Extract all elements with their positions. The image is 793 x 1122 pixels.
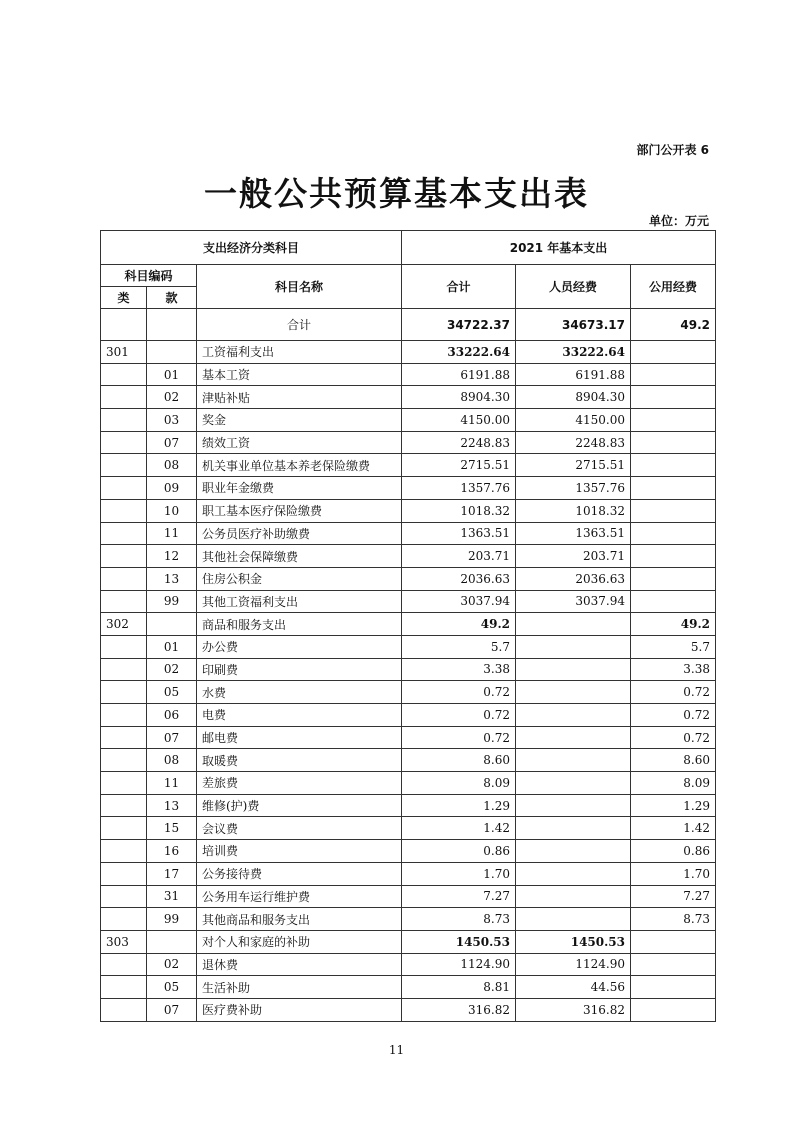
name-cell: 公务员医疗补助缴费 bbox=[197, 522, 402, 545]
table-row bbox=[101, 817, 716, 840]
personnel-cell: 2036.63 bbox=[516, 567, 631, 590]
personnel-cell bbox=[516, 635, 631, 658]
kuan-cell: 02 bbox=[147, 658, 197, 681]
kuan-cell: 13 bbox=[147, 567, 197, 590]
total-cell: 5.7 bbox=[402, 635, 516, 658]
total-cell: 316.82 bbox=[402, 998, 516, 1021]
header-row-1 bbox=[101, 231, 716, 265]
public-cell: 49.2 bbox=[631, 613, 716, 636]
lei-cell bbox=[101, 499, 147, 522]
name-cell: 电费 bbox=[197, 704, 402, 727]
total-cell: 0.72 bbox=[402, 704, 516, 727]
table-row bbox=[101, 567, 716, 590]
name-cell: 商品和服务支出 bbox=[197, 613, 402, 636]
name-cell: 水费 bbox=[197, 681, 402, 704]
kuan-cell: 01 bbox=[147, 635, 197, 658]
personnel-cell: 3037.94 bbox=[516, 590, 631, 613]
personnel-cell bbox=[516, 794, 631, 817]
kuan-cell: 99 bbox=[147, 590, 197, 613]
name-cell: 机关事业单位基本养老保险缴费 bbox=[197, 454, 402, 477]
total-cell: 33222.64 bbox=[402, 341, 516, 364]
public-cell: 0.86 bbox=[631, 840, 716, 863]
total-cell: 1.29 bbox=[402, 794, 516, 817]
public-cell bbox=[631, 567, 716, 590]
total-cell: 8.09 bbox=[402, 772, 516, 795]
personnel-cell bbox=[516, 862, 631, 885]
name-cell: 公务接待费 bbox=[197, 862, 402, 885]
total-cell: 6191.88 bbox=[402, 363, 516, 386]
total-cell: 8.73 bbox=[402, 908, 516, 931]
kuan-cell: 12 bbox=[147, 545, 197, 568]
kuan-cell: 06 bbox=[147, 704, 197, 727]
total-cell: 0.86 bbox=[402, 840, 516, 863]
personnel-cell: 8904.30 bbox=[516, 386, 631, 409]
lei-cell bbox=[101, 545, 147, 568]
lei-cell bbox=[101, 862, 147, 885]
personnel-cell: 203.71 bbox=[516, 545, 631, 568]
total-cell: 1.42 bbox=[402, 817, 516, 840]
header-public: 公用经费 bbox=[631, 265, 716, 309]
public-cell bbox=[631, 953, 716, 976]
total-cell: 1363.51 bbox=[402, 522, 516, 545]
kuan-cell: 08 bbox=[147, 454, 197, 477]
lei-cell: 301 bbox=[101, 341, 147, 364]
table-row bbox=[101, 454, 716, 477]
lei-cell bbox=[101, 477, 147, 500]
header-personnel: 人员经费 bbox=[516, 265, 631, 309]
name-cell: 职工基本医疗保险缴费 bbox=[197, 499, 402, 522]
kuan-cell: 07 bbox=[147, 998, 197, 1021]
kuan-cell: 17 bbox=[147, 862, 197, 885]
personnel-cell bbox=[516, 885, 631, 908]
personnel-cell bbox=[516, 658, 631, 681]
header-total: 合计 bbox=[402, 265, 516, 309]
total-cell: 203.71 bbox=[402, 545, 516, 568]
table-number-label: 部门公开表 6 bbox=[636, 143, 709, 157]
table-row bbox=[101, 749, 716, 772]
header-year-basic: 2021 年基本支出 bbox=[402, 231, 716, 265]
table-row bbox=[101, 908, 716, 931]
total-cell: 7.27 bbox=[402, 885, 516, 908]
public-cell bbox=[631, 976, 716, 999]
kuan-cell: 10 bbox=[147, 499, 197, 522]
public-cell bbox=[631, 454, 716, 477]
lei-cell bbox=[101, 658, 147, 681]
lei-cell bbox=[101, 908, 147, 931]
public-cell bbox=[631, 590, 716, 613]
name-cell: 其他社会保障缴费 bbox=[197, 545, 402, 568]
lei-cell bbox=[101, 386, 147, 409]
kuan-cell: 99 bbox=[147, 908, 197, 931]
name-cell: 住房公积金 bbox=[197, 567, 402, 590]
personnel-cell: 1357.76 bbox=[516, 477, 631, 500]
table-row bbox=[101, 590, 716, 613]
table-row bbox=[101, 726, 716, 749]
total-cell: 0.72 bbox=[402, 681, 516, 704]
total-label: 合计 bbox=[197, 309, 402, 341]
total-kuan-cell bbox=[147, 309, 197, 341]
public-cell bbox=[631, 386, 716, 409]
lei-cell: 303 bbox=[101, 930, 147, 953]
kuan-cell: 01 bbox=[147, 363, 197, 386]
kuan-cell: 16 bbox=[147, 840, 197, 863]
public-cell: 0.72 bbox=[631, 704, 716, 727]
name-cell: 津贴补贴 bbox=[197, 386, 402, 409]
total-cell: 1.70 bbox=[402, 862, 516, 885]
personnel-cell bbox=[516, 749, 631, 772]
public-cell: 1.70 bbox=[631, 862, 716, 885]
unit-label: 单位：万元 bbox=[648, 214, 709, 228]
kuan-cell: 09 bbox=[147, 477, 197, 500]
public-cell: 1.29 bbox=[631, 794, 716, 817]
name-cell: 培训费 bbox=[197, 840, 402, 863]
table-row bbox=[101, 658, 716, 681]
total-lei-cell bbox=[101, 309, 147, 341]
budget-table bbox=[100, 230, 716, 1022]
table-row bbox=[101, 522, 716, 545]
kuan-cell: 05 bbox=[147, 976, 197, 999]
total-cell: 2715.51 bbox=[402, 454, 516, 477]
table-row bbox=[101, 840, 716, 863]
public-cell: 0.72 bbox=[631, 726, 716, 749]
total-cell: 1450.53 bbox=[402, 930, 516, 953]
document-title: 一般公共预算基本支出表 bbox=[204, 174, 589, 213]
public-cell bbox=[631, 998, 716, 1021]
total-cell: 3.38 bbox=[402, 658, 516, 681]
lei-cell bbox=[101, 794, 147, 817]
total-personnel: 34673.17 bbox=[516, 309, 631, 341]
total-cell: 4150.00 bbox=[402, 409, 516, 432]
total-cell: 8.81 bbox=[402, 976, 516, 999]
name-cell: 对个人和家庭的补助 bbox=[197, 930, 402, 953]
name-cell: 取暖费 bbox=[197, 749, 402, 772]
public-cell bbox=[631, 341, 716, 364]
total-cell: 2036.63 bbox=[402, 567, 516, 590]
personnel-cell bbox=[516, 840, 631, 863]
table-row bbox=[101, 545, 716, 568]
header-row-2 bbox=[101, 265, 716, 287]
table-row bbox=[101, 499, 716, 522]
personnel-cell: 4150.00 bbox=[516, 409, 631, 432]
table-row bbox=[101, 431, 716, 454]
name-cell: 工资福利支出 bbox=[197, 341, 402, 364]
table-row bbox=[101, 953, 716, 976]
table-row bbox=[101, 681, 716, 704]
table-row bbox=[101, 341, 716, 364]
personnel-cell: 1018.32 bbox=[516, 499, 631, 522]
kuan-cell: 11 bbox=[147, 522, 197, 545]
personnel-cell bbox=[516, 908, 631, 931]
personnel-cell: 1363.51 bbox=[516, 522, 631, 545]
lei-cell bbox=[101, 431, 147, 454]
header-econ-class: 支出经济分类科目 bbox=[101, 231, 402, 265]
name-cell: 其他商品和服务支出 bbox=[197, 908, 402, 931]
total-cell: 2248.83 bbox=[402, 431, 516, 454]
table-row bbox=[101, 386, 716, 409]
name-cell: 退休费 bbox=[197, 953, 402, 976]
name-cell: 邮电费 bbox=[197, 726, 402, 749]
table-row bbox=[101, 635, 716, 658]
name-cell: 基本工资 bbox=[197, 363, 402, 386]
total-cell: 8904.30 bbox=[402, 386, 516, 409]
personnel-cell: 44.56 bbox=[516, 976, 631, 999]
kuan-cell bbox=[147, 341, 197, 364]
table-row bbox=[101, 862, 716, 885]
public-cell bbox=[631, 409, 716, 432]
name-cell: 生活补助 bbox=[197, 976, 402, 999]
header-code: 科目编码 bbox=[101, 265, 197, 287]
public-cell: 8.09 bbox=[631, 772, 716, 795]
name-cell: 其他工资福利支出 bbox=[197, 590, 402, 613]
total-cell: 1357.76 bbox=[402, 477, 516, 500]
public-cell bbox=[631, 477, 716, 500]
lei-cell bbox=[101, 817, 147, 840]
public-cell: 8.73 bbox=[631, 908, 716, 931]
public-cell bbox=[631, 431, 716, 454]
total-cell: 8.60 bbox=[402, 749, 516, 772]
total-row bbox=[101, 309, 716, 341]
table-row bbox=[101, 794, 716, 817]
table-row bbox=[101, 998, 716, 1021]
public-cell bbox=[631, 363, 716, 386]
name-cell: 维修(护)费 bbox=[197, 794, 402, 817]
kuan-cell: 31 bbox=[147, 885, 197, 908]
personnel-cell: 1124.90 bbox=[516, 953, 631, 976]
name-cell: 奖金 bbox=[197, 409, 402, 432]
header-kuan: 款 bbox=[147, 287, 197, 309]
page-number: 11 bbox=[388, 1043, 405, 1057]
personnel-cell bbox=[516, 817, 631, 840]
lei-cell bbox=[101, 454, 147, 477]
public-cell bbox=[631, 499, 716, 522]
public-cell bbox=[631, 522, 716, 545]
table-row bbox=[101, 772, 716, 795]
personnel-cell bbox=[516, 613, 631, 636]
personnel-cell: 1450.53 bbox=[516, 930, 631, 953]
table-row bbox=[101, 885, 716, 908]
header-name: 科目名称 bbox=[197, 265, 402, 309]
personnel-cell: 2715.51 bbox=[516, 454, 631, 477]
kuan-cell bbox=[147, 930, 197, 953]
total-cell: 3037.94 bbox=[402, 590, 516, 613]
table-row bbox=[101, 976, 716, 999]
lei-cell bbox=[101, 976, 147, 999]
personnel-cell: 2248.83 bbox=[516, 431, 631, 454]
header-lei: 类 bbox=[101, 287, 147, 309]
table-row bbox=[101, 613, 716, 636]
table-row bbox=[101, 930, 716, 953]
lei-cell bbox=[101, 590, 147, 613]
total-total: 34722.37 bbox=[402, 309, 516, 341]
total-public: 49.2 bbox=[631, 309, 716, 341]
table-row bbox=[101, 477, 716, 500]
kuan-cell: 08 bbox=[147, 749, 197, 772]
lei-cell bbox=[101, 704, 147, 727]
total-cell: 0.72 bbox=[402, 726, 516, 749]
lei-cell bbox=[101, 522, 147, 545]
public-cell bbox=[631, 930, 716, 953]
name-cell: 办公费 bbox=[197, 635, 402, 658]
public-cell: 8.60 bbox=[631, 749, 716, 772]
name-cell: 绩效工资 bbox=[197, 431, 402, 454]
table-row bbox=[101, 409, 716, 432]
table-row bbox=[101, 363, 716, 386]
personnel-cell bbox=[516, 681, 631, 704]
personnel-cell bbox=[516, 726, 631, 749]
name-cell: 医疗费补助 bbox=[197, 998, 402, 1021]
total-cell: 49.2 bbox=[402, 613, 516, 636]
public-cell: 3.38 bbox=[631, 658, 716, 681]
kuan-cell: 07 bbox=[147, 431, 197, 454]
lei-cell bbox=[101, 885, 147, 908]
lei-cell bbox=[101, 409, 147, 432]
kuan-cell: 03 bbox=[147, 409, 197, 432]
lei-cell: 302 bbox=[101, 613, 147, 636]
lei-cell bbox=[101, 567, 147, 590]
public-cell bbox=[631, 545, 716, 568]
personnel-cell: 33222.64 bbox=[516, 341, 631, 364]
lei-cell bbox=[101, 998, 147, 1021]
public-cell: 1.42 bbox=[631, 817, 716, 840]
kuan-cell bbox=[147, 613, 197, 636]
kuan-cell: 07 bbox=[147, 726, 197, 749]
lei-cell bbox=[101, 953, 147, 976]
table-row bbox=[101, 704, 716, 727]
kuan-cell: 13 bbox=[147, 794, 197, 817]
lei-cell bbox=[101, 681, 147, 704]
name-cell: 印刷费 bbox=[197, 658, 402, 681]
kuan-cell: 11 bbox=[147, 772, 197, 795]
lei-cell bbox=[101, 635, 147, 658]
lei-cell bbox=[101, 749, 147, 772]
name-cell: 公务用车运行维护费 bbox=[197, 885, 402, 908]
kuan-cell: 15 bbox=[147, 817, 197, 840]
lei-cell bbox=[101, 772, 147, 795]
name-cell: 会议费 bbox=[197, 817, 402, 840]
personnel-cell: 6191.88 bbox=[516, 363, 631, 386]
lei-cell bbox=[101, 726, 147, 749]
personnel-cell bbox=[516, 772, 631, 795]
public-cell: 7.27 bbox=[631, 885, 716, 908]
total-cell: 1018.32 bbox=[402, 499, 516, 522]
public-cell: 0.72 bbox=[631, 681, 716, 704]
lei-cell bbox=[101, 840, 147, 863]
kuan-cell: 05 bbox=[147, 681, 197, 704]
kuan-cell: 02 bbox=[147, 386, 197, 409]
name-cell: 差旅费 bbox=[197, 772, 402, 795]
total-cell: 1124.90 bbox=[402, 953, 516, 976]
public-cell: 5.7 bbox=[631, 635, 716, 658]
kuan-cell: 02 bbox=[147, 953, 197, 976]
personnel-cell: 316.82 bbox=[516, 998, 631, 1021]
personnel-cell bbox=[516, 704, 631, 727]
name-cell: 职业年金缴费 bbox=[197, 477, 402, 500]
lei-cell bbox=[101, 363, 147, 386]
